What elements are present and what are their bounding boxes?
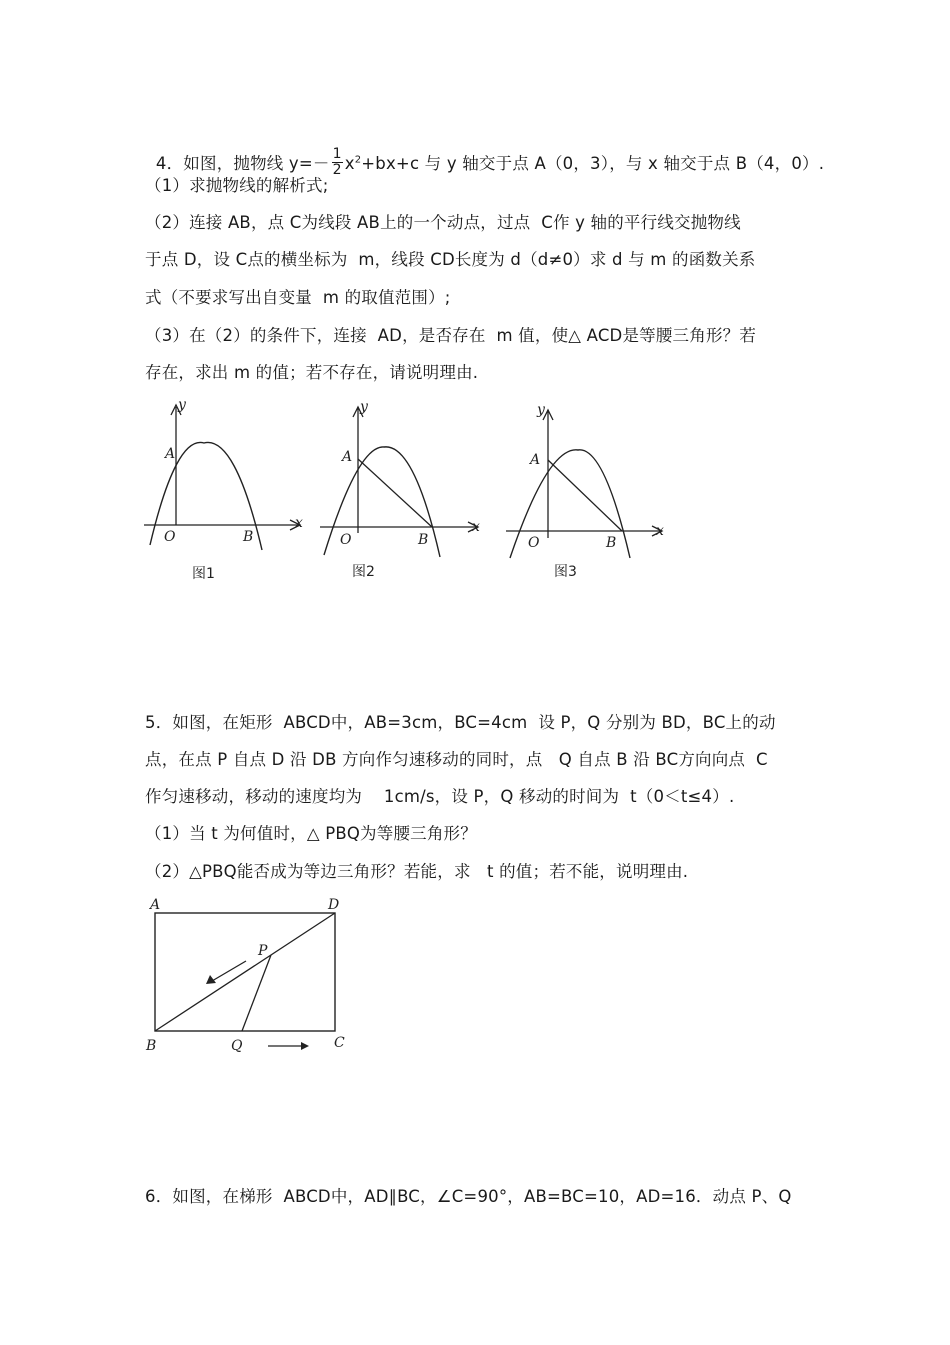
x-axis-label: x: [472, 519, 480, 535]
q5-line-5: （2）△PBQ能否成为等边三角形？若能，求 t 的值；若不能，说明理由.: [145, 862, 689, 881]
point-a-label: A: [342, 449, 353, 465]
q4-line-3: （2）连接 AB，点 C为线段 AB上的一个动点，过点 C作 y 轴的平行线交抛物线: [145, 213, 741, 232]
exponent: 2: [354, 154, 362, 166]
fraction-numerator: 1: [332, 146, 342, 162]
q5-line-2: 点，在点 P 自点 D 沿 DB 方向作匀速移动的同时，点 Q 自点 B 沿 BC方向向点 C: [145, 750, 768, 769]
q6-line-1: 6．如图，在梯形 ABCD中，AD∥BC，∠C=90°，AB=BC=10，AD=16．动点 P、Q: [145, 1187, 792, 1206]
origin-label: O: [340, 532, 352, 548]
figure-1-caption: 图1: [192, 566, 215, 582]
q4-line-4: 于点 D，设 C点的横坐标为 m，线段 CD长度为 d（d≠0）求 d 与 m 的函数关系: [145, 250, 756, 269]
figure-2: [316, 395, 486, 585]
q4-line-7: 存在，求出 m 的值；若不存在，请说明理由.: [145, 363, 479, 382]
origin-label: O: [164, 529, 176, 545]
rectangle-figure: [140, 893, 360, 1063]
x-axis-label: x: [295, 515, 303, 531]
q4-line1-part-c: +bx+c 与 y 轴交于点 A（0，3），与 x 轴交于点 B（4，0）.: [361, 154, 825, 173]
q5-line-4: （1）当 t 为何值时，△ PBQ为等腰三角形？: [145, 824, 477, 843]
q4-line1-part-a: 4．如图，抛物线 y=－: [155, 154, 330, 173]
q4-line-2: （1）求抛物线的解析式;: [145, 176, 329, 195]
q4-line-1: [145, 127, 824, 180]
y-axis-label: y: [360, 399, 368, 415]
x-axis-label: x: [656, 523, 664, 539]
vertex-a-label: A: [150, 897, 161, 913]
figure-2-caption: 图2: [352, 564, 375, 580]
point-a-label: A: [530, 452, 541, 468]
figure-1: [140, 395, 310, 585]
point-b-label: B: [606, 535, 617, 551]
y-axis-label: y: [537, 402, 545, 418]
point-b-label: B: [243, 529, 254, 545]
q4-line1-part-b: x: [344, 154, 355, 173]
figure-3-caption: 图3: [554, 564, 577, 580]
vertex-b-label: B: [146, 1038, 157, 1054]
point-a-label: A: [165, 446, 176, 462]
figure-3: [502, 398, 672, 588]
point-p-label: P: [258, 943, 268, 959]
point-b-label: B: [418, 532, 429, 548]
q5-line-1: 5．如图，在矩形 ABCD中，AB=3cm，BC=4cm 设 P，Q 分别为 BD，BC上的动: [145, 713, 776, 732]
q4-line-5: 式（不要求写出自变量 m 的取值范围）;: [145, 288, 451, 307]
vertex-c-label: C: [334, 1035, 345, 1051]
vertex-d-label: D: [328, 897, 340, 913]
fraction: [332, 147, 343, 178]
fraction-denominator: 2: [332, 162, 342, 178]
origin-label: O: [528, 535, 540, 551]
q5-line-3: 作匀速移动，移动的速度均为 1cm/s，设 P，Q 移动的时间为 t（0＜t≤4）.: [145, 787, 735, 806]
point-q-label: Q: [231, 1038, 243, 1054]
y-axis-label: y: [178, 397, 186, 413]
q4-line-6: （3）在（2）的条件下，连接 AD，是否存在 m 值，使△ ACD是等腰三角形？若: [145, 326, 757, 345]
